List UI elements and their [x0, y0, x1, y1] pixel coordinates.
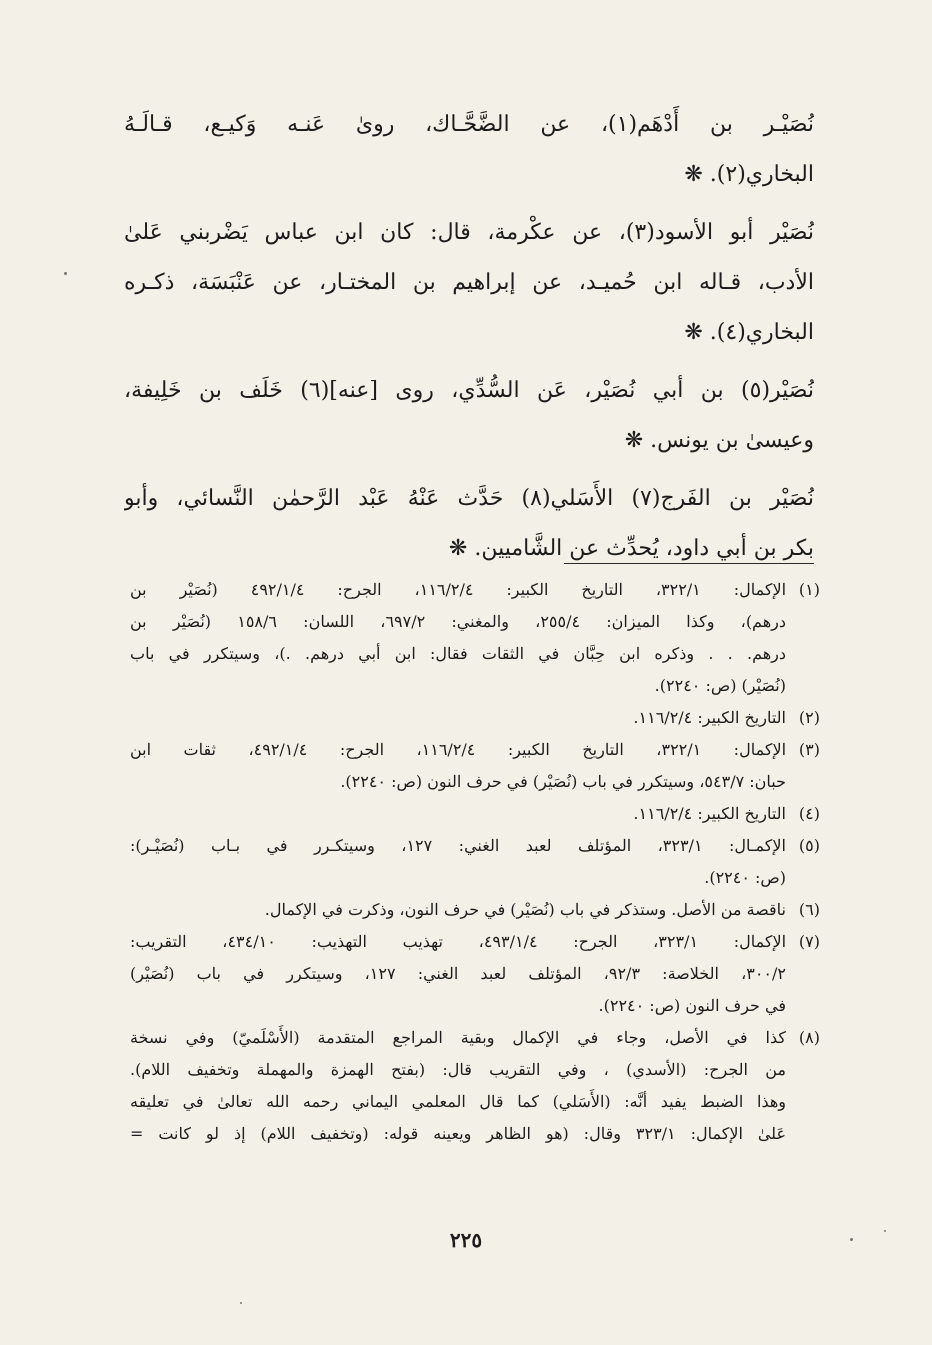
entry-line: البخاري(٢). ❋: [684, 162, 814, 187]
entry-line: نُصَيْر(٥) بن أبي نُصَيْر، عَن السُّدِّي، روى [عنه](٦) خَلَف بن خَلِيفة،: [124, 378, 814, 403]
footnote-line: الإكمال: ٣٢٣/١، الجرح: ٤٩٣/١/٤، تهذيب التهذيب: ٤٣٤/١٠، التقريب:: [130, 932, 786, 951]
footnote-line: حبان: ٥٤٣/٧، وسيتكرر في باب (نُصَيْر) في حرف النون (ص: ٢٢٤٠).: [340, 772, 786, 791]
footnote-4: [130, 798, 820, 830]
speck: [64, 272, 67, 275]
footnote-line: عَلىٰ الإكمال: ٣٢٣/١ وقال: (هو الظاهر ويعينه قوله: (وتخفيف اللام) إذ لو كانت =: [130, 1124, 786, 1143]
footnotes: [130, 574, 820, 1150]
entry-line: بكر بن أبي داود، يُحدِّث عن الشَّاميين. ❋: [448, 536, 814, 561]
entry-4: [124, 474, 814, 574]
footnote-line: من الجرح: (الأسدي) ، وفي التقريب قال: (بفتح الهمزة والمهملة وتخفيف اللام).: [130, 1060, 786, 1079]
footnote-number: (٤): [798, 804, 820, 823]
entry-line: نُصَيْر أبو الأسود(٣)، عن عكْرمة، قال: كان ابن عباس يَضْربني عَلىٰ: [124, 220, 814, 245]
speck: [850, 1238, 853, 1241]
footnote-line: الإكمال: ٣٢٢/١، التاريخ الكبير: ١١٦/٢/٤، الجرح: ٤٩٢/١/٤، ثقات ابن: [130, 740, 786, 759]
footnote-line: ٣٠٠/٢، الخلاصة: ٩٢/٣، المؤتلف لعبد الغني: ١٢٧، وسيتكرر في باب (نُصَيْر): [130, 964, 786, 983]
footnote-line: في حرف النون (ص: ٢٢٤٠).: [598, 996, 786, 1015]
entry-1: [124, 100, 814, 200]
page-number: ٢٢٥: [449, 1228, 483, 1252]
footnote-number: (٣): [798, 740, 820, 759]
footnote-line: الإكمـال: ٣٢٣/١، المؤتلف لعبد الغني: ١٢٧، وسيتكـرر في بـاب (نُصَيْـر):: [130, 836, 786, 855]
footnote-number: (٧): [798, 932, 820, 951]
footnote-line: درهم. . . وذكره ابن حِبَّان في الثقات فقال: ابن أبي درهم. .)، وسيتكرر في باب: [130, 644, 786, 663]
footnote-line: (نُصَيْر) (ص: ٢٢٤٠).: [654, 676, 786, 695]
entry-line: نُصَيْر بن الفَرج(٧) الأَسَلي(٨) حَدَّث عَنْهُ عَبْد الرَّحمٰن النَّسائي، وأبو: [124, 486, 814, 511]
footnote-6: [130, 894, 820, 926]
footnote-line: التاريخ الكبير: ١١٦/٢/٤.: [633, 804, 786, 823]
entry-line: الأدب، قـاله ابن حُميـد، عن إبراهيم بن المختـار، عن عَنْبَسَة، ذكـره: [124, 270, 814, 295]
main-text: [124, 100, 814, 582]
entry-line: وعيسىٰ بن يونس. ❋: [624, 428, 814, 453]
footnote-number: (١): [798, 580, 820, 599]
footnote-number: (٦): [798, 900, 820, 919]
entry-line: البخاري(٤). ❋: [684, 320, 814, 345]
footnote-number: (٢): [798, 708, 820, 727]
speck: [884, 1230, 886, 1232]
entry-3: [124, 366, 814, 466]
footnote-line: درهم)، وكذا الميزان: ٢٥٥/٤، والمغني: ٦٩٧/٢، اللسان: ١٥٨/٦ (نُصَيْر بن: [130, 612, 786, 631]
footnote-line: ناقصة من الأصل. وستذكر في باب (نُصَيْر) في حرف النون، وذكرت في الإكمال.: [264, 900, 786, 919]
footnote-line: (ص: ٢٢٤٠).: [704, 868, 786, 887]
entry-line: نُصَيْـر بن أَدْهَم(١)، عن الضَّحَّـاك، روىٰ عَنـه وَكيـع، قـالَـهُ: [124, 112, 814, 137]
footnote-number: (٥): [798, 836, 820, 855]
footnote-separator: [564, 563, 814, 564]
footnote-5: [130, 830, 820, 894]
footnote-2: [130, 702, 820, 734]
footnote-line: التاريخ الكبير: ١١٦/٢/٤.: [633, 708, 786, 727]
footnote-7: [130, 926, 820, 1022]
speck: [240, 1302, 242, 1304]
footnote-3: [130, 734, 820, 798]
entry-2: [124, 208, 814, 358]
footnote-8: [130, 1022, 820, 1150]
footnote-line: كذا في الأصل، وجاء في الإكمال وبقية المراجع المتقدمة (الأَسْلَميّ) وفي نسخة: [130, 1028, 786, 1047]
footnote-line: وهذا الضبط يفيد أنَّه: (الأَسَلي) كما قال المعلمي اليماني رحمه الله تعالىٰ في تعليقه: [130, 1092, 786, 1111]
footnote-line: الإكمال: ٣٢٢/١، التاريخ الكبير: ١١٦/٢/٤، الجرح: ٤٩٢/١/٤ (نُصَيْر بن: [130, 580, 786, 599]
footnote-1: [130, 574, 820, 702]
footnote-number: (٨): [798, 1028, 820, 1047]
